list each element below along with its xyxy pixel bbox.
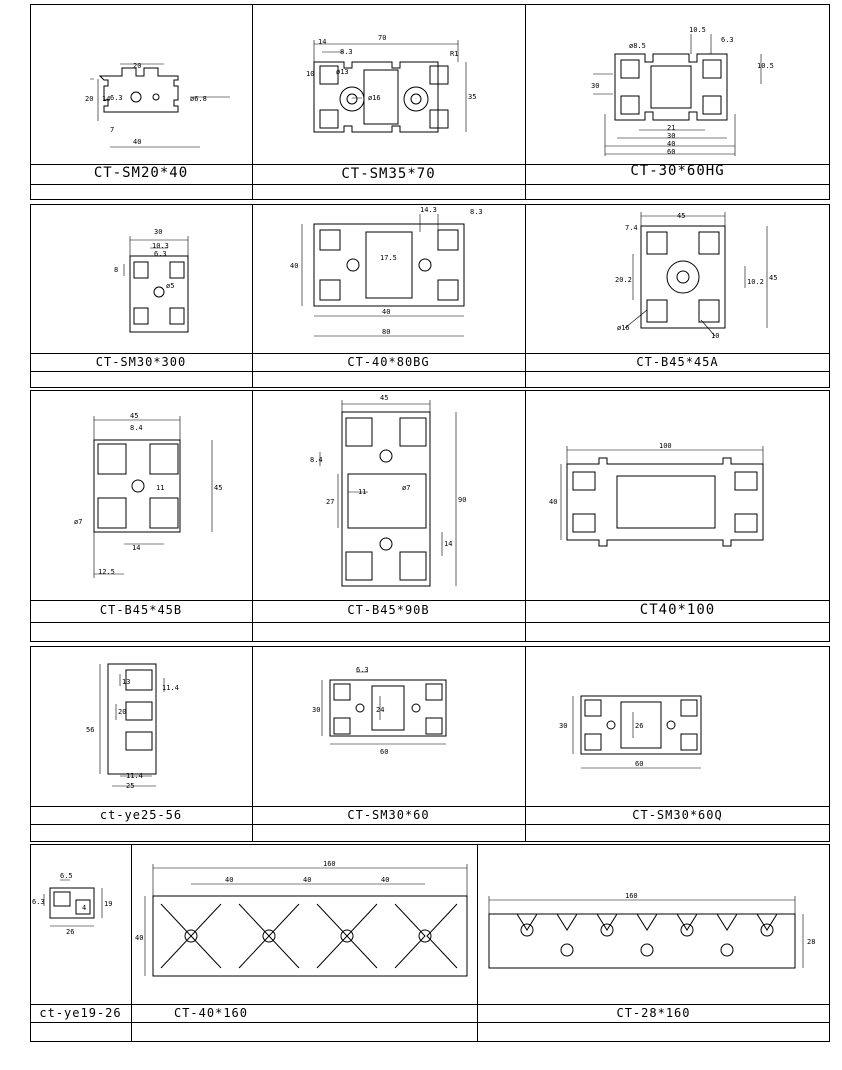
profile-code-label: CT-40*80BG <box>347 355 430 369</box>
dim-label: 8.3 <box>470 208 483 216</box>
dim-label: 45 <box>130 412 139 420</box>
profile-code-label: CT-SM30*60Q <box>632 808 723 822</box>
profile-code-label: ct-ye25-56 <box>99 808 183 822</box>
dim-label: 13 <box>122 678 131 686</box>
dim-label: 11 <box>358 488 367 496</box>
profile-drawing-sm30x60 <box>252 646 525 806</box>
dim-label: 40 <box>667 140 676 148</box>
divider <box>30 824 830 825</box>
dim-label: 6.3 <box>110 94 123 102</box>
dim-label: 30 <box>667 132 676 140</box>
profile-code-label: CT40*100 <box>639 602 716 618</box>
dim-label: 10.5 <box>689 26 706 34</box>
profile-drawing-30x60hg <box>525 4 830 164</box>
dim-label: ø16 <box>368 94 381 102</box>
dim-label: ø7 <box>74 518 83 526</box>
dim-label: 20 <box>133 62 142 70</box>
dim-label: 12.5 <box>98 568 115 576</box>
dim-label: 14 <box>132 544 141 552</box>
dim-label: 14.3 <box>420 206 437 214</box>
profile-drawing-sm20x40 <box>30 4 252 164</box>
dim-label: 20 <box>118 708 127 716</box>
dim-label: 60 <box>635 760 644 768</box>
dim-label: 30 <box>559 722 568 730</box>
dim-label: 56 <box>86 726 95 734</box>
profile-drawing-sm35x70 <box>252 4 525 164</box>
dim-label: 40 <box>290 262 299 270</box>
dim-label: 4 <box>82 904 87 912</box>
dim-label: 8.4 <box>310 456 323 464</box>
dim-label: 10 <box>711 332 720 340</box>
dim-label: 6.3 <box>154 250 167 258</box>
dim-label: 60 <box>667 148 676 156</box>
divider <box>30 600 830 601</box>
profile-code-label: CT-SM20*40 <box>93 165 189 181</box>
dim-label: 160 <box>323 860 336 868</box>
dim-label: 8.4 <box>130 424 143 432</box>
dim-label: 7 <box>110 126 115 134</box>
dim-label: 11 <box>156 484 165 492</box>
profile-code-label: CT-40*160 <box>173 1006 249 1020</box>
divider <box>30 1022 830 1023</box>
dim-label: 20 <box>85 95 94 103</box>
profile-drawing-40x80bg <box>252 204 525 352</box>
profile-drawing-b45x45a <box>525 204 830 352</box>
profile-drawing-40x100 <box>525 390 830 600</box>
profile-drawing-40x160 <box>131 844 477 1004</box>
profile-code-label: CT-B45*45B <box>99 603 183 617</box>
dim-label: 30 <box>591 82 600 90</box>
profile-drawing-ye19-26 <box>30 844 131 1004</box>
dim-label: 30 <box>154 228 163 236</box>
divider <box>30 622 830 623</box>
dim-label: 45 <box>769 274 778 282</box>
profile-drawing-b45x45b <box>30 390 252 600</box>
dim-label: 40 <box>382 308 391 316</box>
dim-label: ø7 <box>402 484 411 492</box>
profile-code-label: ct-ye19-26 <box>39 1006 122 1020</box>
profile-code-label: CT-B45*45A <box>636 355 719 369</box>
dim-label: ø13 <box>336 68 349 76</box>
dim-label: 35 <box>468 93 477 101</box>
dim-label: 14 <box>318 38 327 46</box>
dim-label: ø6.8 <box>190 95 207 103</box>
dim-label: 27 <box>326 498 335 506</box>
dim-label: 10.3 <box>152 242 169 250</box>
profile-drawing-28x160 <box>477 844 830 1004</box>
dim-label: 11.4 <box>126 772 143 780</box>
dim-label: 45 <box>380 394 389 402</box>
dim-label: 40 <box>133 138 142 146</box>
dim-label: 24 <box>376 706 385 714</box>
profile-code-label: CT-30*60HG <box>630 163 725 179</box>
dim-label: 19 <box>104 900 113 908</box>
dim-label: 14 <box>102 95 111 103</box>
dim-label: ø16 <box>617 324 630 332</box>
dim-label: 40 <box>303 876 312 884</box>
dim-label: 10.5 <box>757 62 774 70</box>
dim-label: 26 <box>66 928 75 936</box>
dim-label: 40 <box>381 876 390 884</box>
dim-label: 100 <box>659 442 672 450</box>
dim-label: 45 <box>677 212 686 220</box>
profile-drawing-sm30x300 <box>30 204 252 352</box>
dim-label: R1 <box>450 50 459 58</box>
profile-code-label: CT-SM30*60 <box>347 808 430 822</box>
dim-label: 25 <box>126 782 135 790</box>
dim-label: 60 <box>380 748 389 756</box>
dim-label: 21 <box>667 124 676 132</box>
dim-label: 10.2 <box>747 278 764 286</box>
dim-label: 90 <box>458 496 467 504</box>
dim-label: ø8.5 <box>629 42 646 50</box>
dim-label: 6.3 <box>721 36 734 44</box>
dim-label: 8 <box>114 266 119 274</box>
profile-drawing-sm30x60q <box>525 646 830 806</box>
dim-label: 17.5 <box>380 254 397 262</box>
dim-label: 6.3 <box>356 666 369 674</box>
profile-drawing-b45x90b <box>252 390 525 600</box>
dim-label: 6.3 <box>32 898 45 906</box>
profile-code-label: CT-28*160 <box>616 1006 691 1020</box>
dim-label: 40 <box>135 934 144 942</box>
divider <box>30 371 830 372</box>
dim-label: 14 <box>444 540 453 548</box>
dim-label: 30 <box>312 706 321 714</box>
profile-drawing-ye25-56 <box>30 646 252 806</box>
dim-label: ø5 <box>166 282 175 290</box>
profile-code-label: CT-B45*90B <box>347 603 430 617</box>
dim-label: 7.4 <box>625 224 638 232</box>
dim-label: 40 <box>225 876 234 884</box>
dim-label: 40 <box>549 498 558 506</box>
dim-label: 11.4 <box>162 684 179 692</box>
dim-label: 6.5 <box>60 872 73 880</box>
dim-label: 26 <box>635 722 644 730</box>
profile-code-label: CT-SM30*300 <box>95 355 187 369</box>
dim-label: 70 <box>378 34 387 42</box>
dim-label: 45 <box>214 484 223 492</box>
profile-code-label: CT-SM35*70 <box>341 166 436 182</box>
dim-label: 10 <box>306 70 315 78</box>
dim-label: 80 <box>382 328 391 336</box>
dim-label: 20.2 <box>615 276 632 284</box>
divider <box>30 184 830 185</box>
dim-label: 8.3 <box>340 48 353 56</box>
dim-label: 28 <box>807 938 816 946</box>
dim-label: 160 <box>625 892 638 900</box>
